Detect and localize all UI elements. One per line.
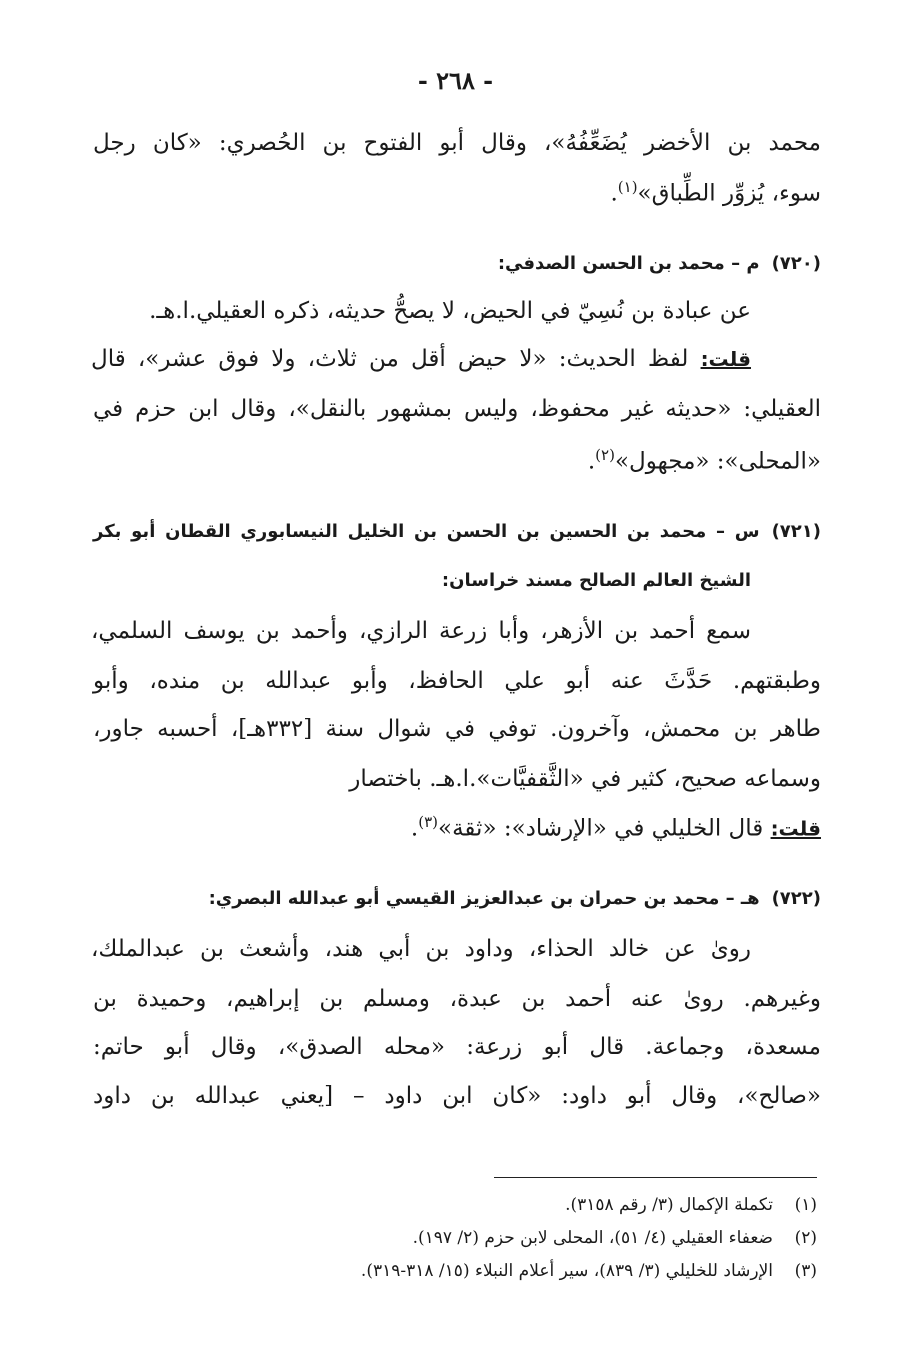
text-line-14-end: . bbox=[410, 815, 419, 842]
text-line-14 bbox=[93, 815, 821, 841]
footnote-3 bbox=[97, 1261, 817, 1281]
text-line-10: سمع أحمد بن الأزهر، وأبا زرعة الرازي، وأحمد بن يوسف السلمي، bbox=[91, 618, 751, 644]
text-line-7-body: «المحلى»: «مجهول» bbox=[614, 448, 821, 475]
entry-721-heading bbox=[93, 521, 821, 542]
entry-722-title: هـ – محمد بن حمران بن عبدالعزيز القيسي أبو عبدالله البصري: bbox=[208, 888, 760, 909]
footnote-2-number: (٢) bbox=[794, 1228, 817, 1248]
entry-720-title: م – محمد بن الحسن الصدفي: bbox=[497, 253, 760, 274]
entry-720-heading bbox=[93, 253, 821, 274]
text-line-17: وغيرهم. روىٰ عنه أحمد بن عبدة، ومسلم بن إبراهيم، وحميدة بن bbox=[93, 986, 821, 1012]
qult-label: قلت: bbox=[700, 347, 751, 371]
text-line-7 bbox=[93, 448, 821, 474]
footnote-ref-3: (٣) bbox=[418, 813, 438, 831]
text-line-2 bbox=[93, 180, 821, 206]
text-line-1: محمد بن الأخضر يُضَعِّفُهُ»، وقال أبو الفتوح بن الحُصري: «كان رجل bbox=[93, 130, 821, 156]
text-line-5 bbox=[91, 348, 751, 371]
footnote-divider bbox=[494, 1177, 817, 1178]
entry-722-number: (٧٢٢) bbox=[771, 888, 821, 909]
text-line-2-body: سوء، يُزوِّر الطِّباق» bbox=[637, 180, 821, 207]
text-line-4: عن عبادة بن نُسِيّ في الحيض، لا يصحُّ حديثه، ذكره العقيلي.ا.هـ. bbox=[149, 298, 751, 324]
entry-720-number: (٧٢٠) bbox=[771, 253, 821, 274]
text-line-6: العقيلي: «حديثه غير محفوظ، وليس بمشهور بالنقل»، وقال ابن حزم في bbox=[93, 396, 821, 422]
footnote-3-text: الإرشاد للخليلي (٣/ ٨٣٩)، سير أعلام النبلاء (١٥/ ٣١٨-٣١٩). bbox=[360, 1261, 773, 1281]
footnote-3-number: (٣) bbox=[794, 1261, 817, 1281]
footnote-2 bbox=[97, 1228, 817, 1248]
text-line-5-body: لفظ الحديث: «لا حيض أقل من ثلاث، ولا فوق عشر»، قال bbox=[91, 346, 701, 372]
entry-721-number: (٧٢١) bbox=[771, 521, 821, 542]
text-line-11: وطبقتهم. حَدَّثَ عنه أبو علي الحافظ، وأبو عبدالله بن منده، وأبو bbox=[93, 668, 821, 694]
footnote-ref-2: (٢) bbox=[595, 446, 615, 464]
qult-label: قلت: bbox=[770, 816, 821, 841]
footnote-1 bbox=[97, 1195, 817, 1215]
entry-721-heading-line-2: الشيخ العالم الصالح مسند خراسان: bbox=[441, 570, 751, 591]
text-line-18: مسعدة، وجماعة. قال أبو زرعة: «محله الصدق»، وقال أبو حاتم: bbox=[93, 1034, 821, 1060]
footnote-2-text: ضعفاء العقيلي (٤/ ٥١)، المحلى لابن حزم (٢/ ١٩٧). bbox=[412, 1228, 773, 1248]
footnote-1-text: تكملة الإكمال (٣/ رقم ٣١٥٨). bbox=[565, 1195, 773, 1215]
footnote-ref-1: (١) bbox=[617, 178, 638, 196]
text-line-16: روىٰ عن خالد الحذاء، وداود بن أبي هند، وأشعث بن عبدالملك، bbox=[91, 936, 751, 962]
entry-721-title: س – محمد بن الحسين بن الحسن بن الخليل النيسابوري القطان أبو بكر bbox=[93, 521, 760, 542]
footnote-1-number: (١) bbox=[794, 1195, 817, 1215]
text-line-14-body: قال الخليلي في «الإرشاد»: «ثقة» bbox=[438, 815, 771, 842]
text-line-12: طاهر بن محمش، وآخرون. توفي في شوال سنة [٣٣٢هـ]، أحسبه جاور، bbox=[93, 716, 821, 742]
entry-722-heading bbox=[93, 888, 821, 909]
text-line-19: «صالح»، وقال أبو داود: «كان ابن داود – [يعني عبدالله بن داود bbox=[93, 1083, 821, 1109]
text-line-13: وسماعه صحيح، كثير في «الثَّقفيَّات».ا.هـ. باختصار bbox=[349, 766, 821, 792]
text-line-2-end: . bbox=[610, 180, 618, 207]
text-line-7-end: . bbox=[587, 448, 596, 475]
page-number: - ٢٦٨ - bbox=[417, 66, 494, 95]
